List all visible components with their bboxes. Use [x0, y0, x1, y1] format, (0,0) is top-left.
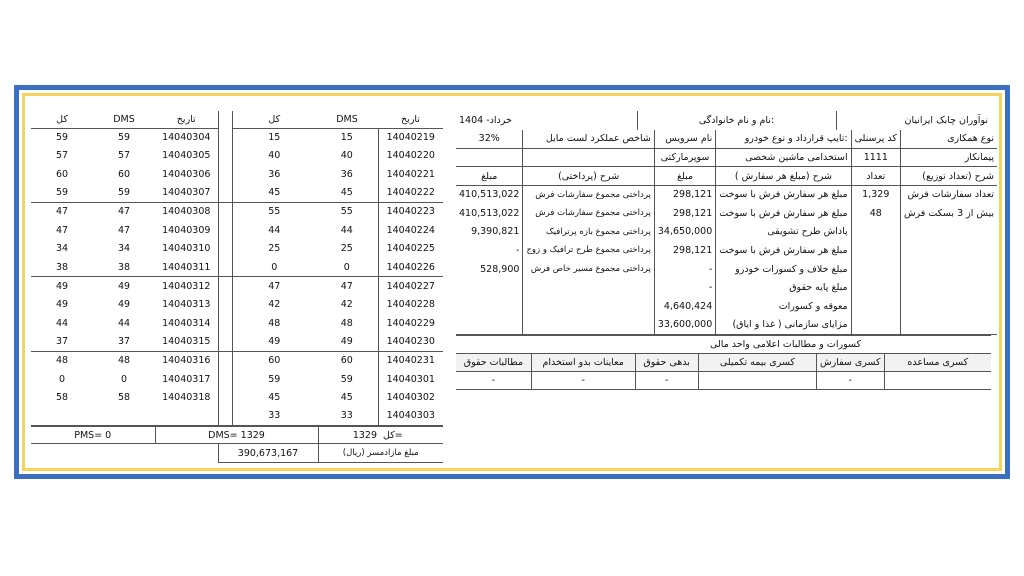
deduction-header: معاینات بدو استخدام [531, 353, 635, 371]
day-dms: 33 [316, 407, 378, 426]
table-row [31, 128, 443, 147]
table-header [31, 111, 443, 128]
order-amount: 4,640,424 [654, 297, 715, 316]
day-dms: 15 [340, 132, 353, 144]
pay-description [523, 316, 654, 335]
table-row [31, 165, 443, 184]
payslip-row [456, 185, 997, 204]
col-header-date: تاریخ [155, 111, 218, 128]
day-dms: 0 [316, 258, 378, 277]
grand-total-value: 1329 [318, 427, 380, 444]
pay-amount: - [516, 244, 520, 256]
service-value: سوپرمارکتی [654, 148, 715, 167]
count-value [851, 241, 900, 260]
pay-amount-header: مبلغ [456, 167, 523, 186]
day-total: 60 [55, 168, 69, 180]
order-desc-header: شرح (مبلغ هر سفارش ) [716, 167, 851, 186]
pay-amount: 410,513,022 [459, 189, 520, 201]
order-amount: - [654, 278, 715, 297]
contract-type-label: تایپ قرارداد و نوع خودرو: [716, 130, 851, 149]
day-date: 14040230 [378, 333, 443, 352]
excess-amount-value: 390,673,167 [218, 444, 318, 463]
table-row [31, 388, 443, 407]
day-date: 14040318 [155, 388, 218, 407]
order-description: پاداش طرح تشویقی [716, 223, 851, 242]
day-total: 59 [232, 370, 316, 389]
day-total: 45 [232, 184, 316, 203]
day-total: 58 [55, 392, 69, 404]
day-dms: 49 [316, 333, 378, 352]
car-use-value: استخدامی ماشین شخصی [716, 148, 851, 167]
deductions-table [456, 335, 991, 390]
deduction-value: - [817, 371, 885, 389]
day-total: 36 [232, 165, 316, 184]
pay-amount: 9,390,821 [471, 226, 520, 238]
day-date: 14040222 [378, 184, 443, 203]
payslip-row [456, 278, 997, 297]
count-description [900, 260, 997, 279]
day-date: 14040225 [378, 240, 443, 259]
order-amount: 298,121 [654, 204, 715, 223]
day-total: 49 [55, 280, 69, 292]
count-value [851, 316, 900, 335]
day-date: 14040317 [155, 370, 218, 389]
day-date: 14040226 [378, 258, 443, 277]
order-description: مزایای سازمانی ( غذا و ایاق) [716, 316, 851, 335]
day-date: 14040229 [378, 314, 443, 333]
day-total: 42 [232, 295, 316, 314]
pay-description [523, 297, 654, 316]
table-row [31, 407, 443, 426]
table-row [31, 240, 443, 259]
period: خرداد- 1404 [459, 114, 512, 126]
payslip-row [456, 241, 997, 260]
payslip-row [456, 260, 997, 279]
day-total: 25 [232, 240, 316, 259]
deduction-value [698, 371, 816, 389]
day-dms: 45 [340, 392, 353, 404]
count-description: تعداد سفارشات فرش [900, 185, 997, 204]
table-row [31, 351, 443, 370]
pay-description: پرداختی مجموع مسیر خاص فرش [523, 260, 654, 279]
perf-index-label: شاخص عملکرد لست مایل [523, 130, 654, 149]
day-total: 49 [55, 299, 69, 311]
day-dms: 47 [117, 206, 131, 218]
day-date: 14040316 [155, 351, 218, 370]
day-dms: 44 [117, 317, 131, 329]
day-dms: 36 [340, 168, 353, 180]
day-total: 60 [232, 351, 316, 370]
day-date: 14040219 [378, 128, 443, 147]
col-header-total: کل [232, 111, 316, 128]
excess-amount-label: مبلغ مازادمسر (ریال) [318, 444, 443, 463]
day-dms: 40 [340, 150, 353, 162]
pay-description: پرداختی مجموع سفارشات فرش [523, 204, 654, 223]
table-row [31, 258, 443, 277]
name-label: نام و نام خانوادگی: [637, 111, 836, 130]
pay-description: پرداختی مجموع طرح ترافیک و زوج [523, 241, 654, 260]
day-total [31, 407, 93, 426]
day-dms: 59 [93, 184, 155, 203]
table-row [31, 202, 443, 221]
table-row [31, 333, 443, 352]
day-date: 14040304 [155, 128, 218, 147]
day-date: 14040313 [155, 295, 218, 314]
pay-amount [456, 278, 523, 297]
day-date: 14040309 [155, 221, 218, 240]
count-description: بیش از 3 بسکت فرش [900, 204, 997, 223]
company-title: نوآوران چابک ایرانیان [836, 111, 991, 130]
day-total: 40 [232, 147, 316, 166]
payslip-document [31, 111, 994, 464]
count-description [900, 223, 997, 242]
pay-amount: 528,900 [480, 263, 520, 275]
day-date: 14040220 [378, 147, 443, 166]
order-amount-header: مبلغ [654, 167, 715, 186]
col-header-dms: DMS [316, 111, 378, 128]
daily-deliveries-table [31, 111, 443, 426]
day-date: 14040228 [378, 295, 443, 314]
deduction-header: کسری مساعده [884, 353, 991, 371]
totals-footer [31, 426, 443, 444]
day-dms: 25 [340, 243, 353, 255]
pay-amount: 410,513,022 [459, 207, 520, 219]
order-description: مبلغ هر سفارش فرش با سوخت [716, 204, 851, 223]
day-date: 14040306 [155, 165, 218, 184]
payslip-panel [456, 111, 994, 390]
pay-description [523, 278, 654, 297]
day-dms: 48 [340, 317, 353, 329]
count-value [851, 278, 900, 297]
personnel-code-value: 1111 [851, 148, 900, 167]
deduction-value: - [635, 371, 698, 389]
count-value [851, 297, 900, 316]
day-total: 15 [232, 128, 316, 147]
deduction-value [884, 371, 991, 389]
payslip-row [456, 204, 997, 223]
daily-deliveries-panel [31, 111, 443, 463]
col-header-total: کل [31, 111, 93, 128]
day-date: 14040311 [155, 258, 218, 277]
day-total: 33 [232, 407, 316, 426]
day-dms: 60 [340, 355, 353, 367]
perf-percent: 32% [456, 130, 523, 149]
day-date: 14040227 [378, 277, 443, 296]
day-total: 0 [58, 373, 66, 385]
day-total: 48 [232, 314, 316, 333]
day-total: 48 [55, 355, 69, 367]
day-date: 14040310 [155, 240, 218, 259]
day-dms: 60 [117, 168, 131, 180]
day-dms: 34 [117, 243, 131, 255]
day-date [155, 407, 218, 426]
day-dms: 47 [340, 280, 353, 292]
day-total: 47 [55, 224, 69, 236]
count-header: تعداد [851, 167, 900, 186]
day-total: 55 [232, 202, 316, 221]
count-value [851, 223, 900, 242]
day-date: 14040314 [155, 314, 218, 333]
count-description [900, 241, 997, 260]
payslip-row [456, 297, 997, 316]
order-description: مبلغ پایه حقوق [716, 278, 851, 297]
pay-description: پرداختی مجموع سفارشات فرش [523, 185, 654, 204]
day-date: 14040305 [155, 147, 218, 166]
day-total: 49 [232, 333, 316, 352]
pms-total: PMS= 0 [31, 427, 155, 444]
count-value: 48 [851, 204, 900, 223]
day-date: 14040224 [378, 221, 443, 240]
coop-type-label: نوع همکاری [900, 130, 997, 149]
day-date: 14040301 [378, 370, 443, 389]
table-row [31, 184, 443, 203]
contractor-label: پیمانکار [900, 148, 997, 167]
day-date: 14040231 [378, 351, 443, 370]
day-total: 47 [232, 277, 316, 296]
day-dms: 59 [117, 132, 131, 144]
order-description: مبلغ هر سفارش فرش با سوخت [716, 185, 851, 204]
deduction-header: بدهی حقوق [635, 353, 698, 371]
day-dms: 47 [117, 224, 131, 236]
col-header-dms: DMS [93, 111, 155, 128]
day-dms: 42 [340, 299, 353, 311]
day-dms: 59 [340, 373, 353, 385]
pay-description: پرداختی مجموع بازه پرترافیک [523, 223, 654, 242]
payslip-table [456, 130, 997, 335]
count-desc-header: شرح (تعداد توزیع) [900, 167, 997, 186]
day-dms: 37 [93, 333, 155, 352]
day-dms: 49 [117, 299, 131, 311]
order-amount: 33,600,000 [654, 316, 715, 335]
day-date: 14040223 [378, 202, 443, 221]
order-description: مبلغ خلاف و کسورات خودرو [716, 260, 851, 279]
table-row [31, 147, 443, 166]
day-dms: 57 [117, 150, 131, 162]
day-total: 0 [232, 258, 316, 277]
day-total: 44 [55, 317, 69, 329]
order-amount: - [654, 260, 715, 279]
col-header-date: تاریخ [378, 111, 443, 128]
day-dms: 38 [93, 258, 155, 277]
day-date: 14040308 [155, 202, 218, 221]
day-date: 14040302 [378, 388, 443, 407]
count-description [900, 278, 997, 297]
deduction-header: مطالبات حقوق [456, 353, 531, 371]
day-total: 44 [232, 221, 316, 240]
table-row [31, 295, 443, 314]
day-date: 14040221 [378, 165, 443, 184]
day-dms: 45 [316, 184, 378, 203]
day-total: 45 [232, 388, 316, 407]
order-amount: 34,650,000 [654, 223, 715, 242]
day-date: 14040312 [155, 277, 218, 296]
count-value: 1,329 [851, 185, 900, 204]
day-dms: 44 [340, 224, 353, 236]
day-date: 14040315 [155, 333, 218, 352]
day-dms: 58 [117, 392, 131, 404]
day-total: 57 [55, 150, 69, 162]
payslip-row [456, 223, 997, 242]
deduction-header: کسری بیمه تکمیلی [698, 353, 816, 371]
count-description [900, 316, 997, 335]
order-description: مبلغ هر سفارش فرش با سوخت [716, 241, 851, 260]
dms-total: DMS= 1329 [155, 427, 318, 444]
count-description [900, 297, 997, 316]
order-amount: 298,121 [654, 241, 715, 260]
deduction-value: - [456, 371, 531, 389]
day-dms [93, 407, 155, 426]
deduction-header: کسری سفارش [817, 353, 885, 371]
table-row [31, 221, 443, 240]
deductions-title: کسورات و مطالبات اعلامی واحد مالی [456, 335, 991, 353]
order-amount: 298,121 [654, 185, 715, 204]
day-dms: 0 [120, 373, 128, 385]
day-total: 59 [31, 184, 93, 203]
table-row [31, 314, 443, 333]
day-dms: 55 [340, 206, 353, 218]
amount-row [31, 444, 443, 463]
day-dms: 48 [117, 355, 131, 367]
table-row [31, 277, 443, 296]
grand-total-label: کل= [380, 427, 443, 444]
day-total: 47 [55, 206, 69, 218]
pay-amount [456, 297, 523, 316]
service-name-label: نام سرویس [654, 130, 715, 149]
day-date: 14040307 [155, 184, 218, 203]
payslip-header-table [456, 111, 991, 130]
day-total: 38 [31, 258, 93, 277]
day-total: 34 [55, 243, 69, 255]
table-row [31, 370, 443, 389]
day-total: 37 [31, 333, 93, 352]
count-value [851, 260, 900, 279]
pay-amount [456, 316, 523, 335]
pay-desc-header: شرح (پرداختی) [523, 167, 654, 186]
order-description: معوقه و کسورات [716, 297, 851, 316]
day-date: 14040303 [378, 407, 443, 426]
personnel-code-label: کد پرسنلی [851, 130, 900, 149]
payslip-row [456, 316, 997, 335]
day-dms: 49 [117, 280, 131, 292]
deduction-value: - [531, 371, 635, 389]
day-total: 59 [55, 132, 69, 144]
